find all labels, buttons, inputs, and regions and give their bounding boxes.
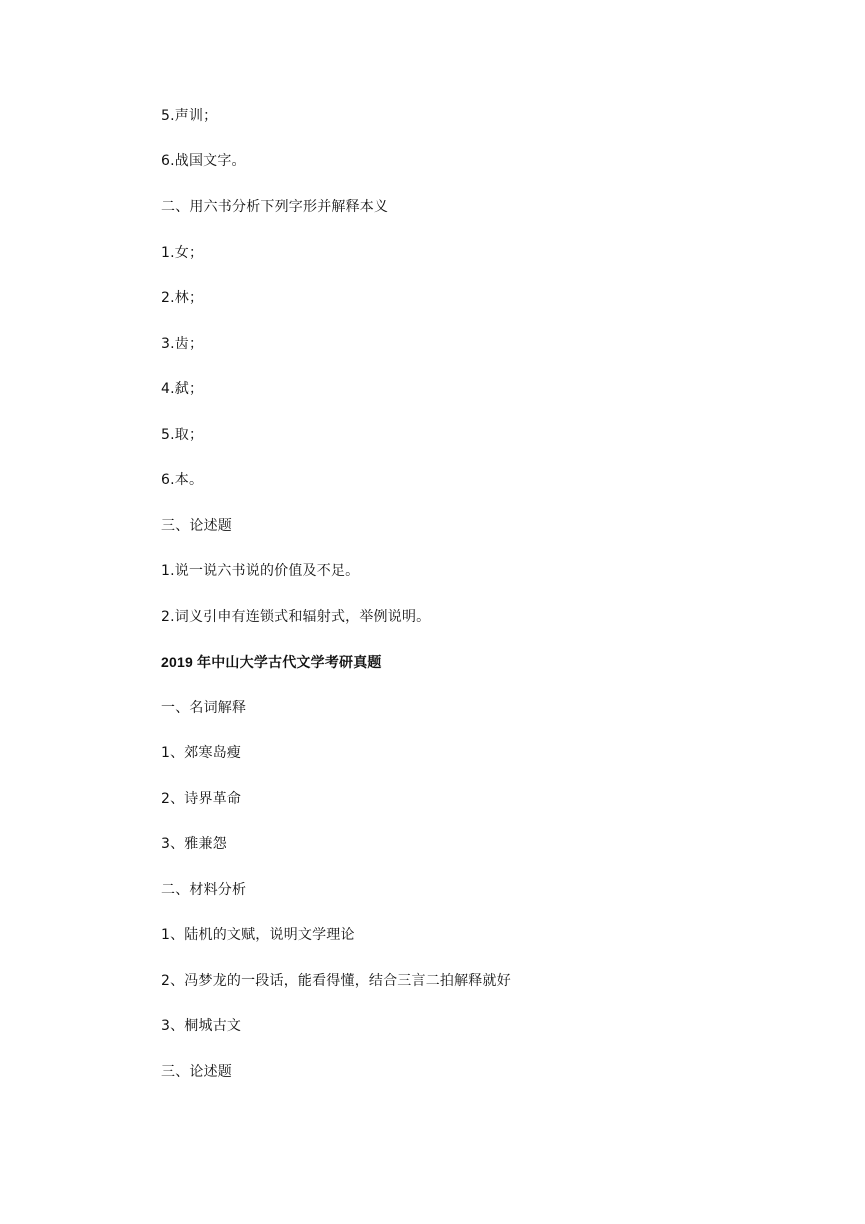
text-line: 5.声训； [161, 108, 218, 124]
text-line: 1.女； [161, 245, 204, 261]
text-line: 6.战国文字。 [161, 153, 246, 169]
text-line: 3、雅兼怨 [161, 836, 227, 852]
section-heading: 三、论述题 [161, 518, 232, 534]
section-heading: 二、用六书分析下列字形并解释本义 [161, 199, 389, 215]
section-heading: 三、论述题 [161, 1064, 232, 1080]
text-line: 2.词义引申有连锁式和辐射式，举例说明。 [161, 609, 431, 625]
text-line: 1、郊寒岛瘦 [161, 745, 242, 761]
text-line: 6.本。 [161, 472, 204, 488]
section-heading: 一、名词解释 [161, 700, 247, 716]
text-line: 3.齿； [161, 336, 204, 352]
text-line: 1、陆机的文赋，说明文学理论 [161, 927, 355, 943]
text-line: 2、诗界革命 [161, 791, 242, 807]
document-title: 2019 年中山大学古代文学考研真题 [161, 654, 382, 670]
text-line: 5.取； [161, 427, 204, 443]
text-line: 2.林； [161, 290, 204, 306]
text-line: 2、冯梦龙的一段话，能看得懂，结合三言二拍解释就好 [161, 973, 511, 989]
text-line: 3、桐城古文 [161, 1018, 242, 1034]
section-heading: 二、材料分析 [161, 882, 247, 898]
text-line: 4.弑； [161, 381, 204, 397]
text-line: 1.说一说六书说的价值及不足。 [161, 563, 360, 579]
